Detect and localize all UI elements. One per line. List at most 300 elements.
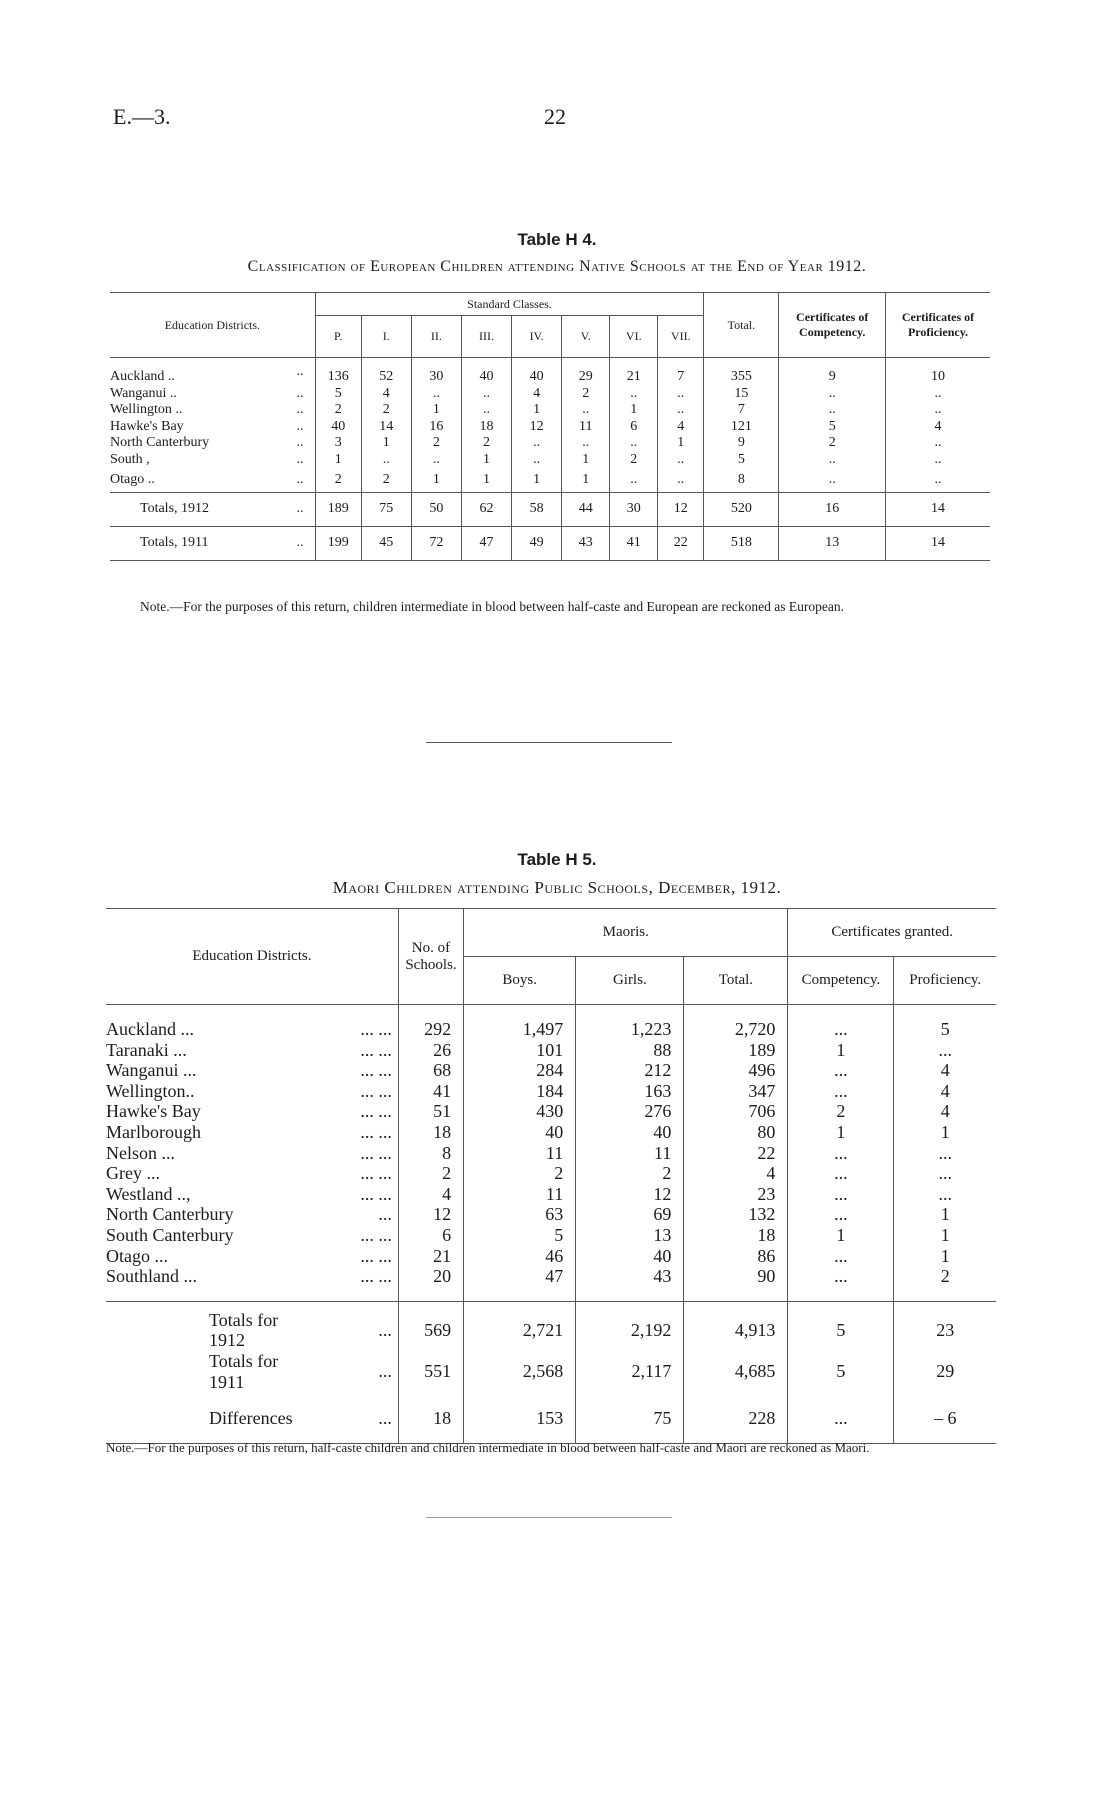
table-cell: 199	[315, 526, 361, 560]
table-cell: ..	[562, 435, 610, 452]
table-h5	[106, 908, 996, 1444]
table-cell: ..	[610, 468, 658, 492]
table-cell: 1	[512, 468, 562, 492]
district-name: Auckland ..	[110, 368, 175, 384]
table-cell: 16	[779, 492, 886, 526]
table-cell: 1	[411, 468, 461, 492]
table-cell: 47	[461, 526, 511, 560]
table-cell: ...	[788, 1143, 894, 1164]
table-cell: 40	[576, 1122, 684, 1143]
col-certificates-proficiency: Certificates of Proficiency.	[885, 293, 990, 358]
table-cell: 23	[894, 1301, 996, 1351]
table-cell: 1	[512, 402, 562, 419]
totals-row	[106, 1351, 996, 1408]
table-cell: ..	[658, 468, 704, 492]
table-cell: 40	[461, 358, 511, 386]
table-cell: ...	[788, 1060, 894, 1081]
table-cell: 355	[704, 358, 779, 386]
leader-dots: ..	[296, 418, 304, 434]
table-row	[110, 435, 990, 452]
table-cell: ..	[658, 386, 704, 403]
table-h5-body	[106, 1005, 996, 1444]
table-cell: 430	[464, 1101, 576, 1122]
table-cell: 22	[684, 1143, 788, 1164]
table-cell: 29	[562, 358, 610, 386]
table-cell: 12	[658, 492, 704, 526]
table-cell: 1	[461, 452, 511, 469]
table-cell: 292	[398, 1005, 463, 1040]
table-cell: 1	[562, 452, 610, 469]
district-name: Hawke's Bay	[106, 1101, 201, 1122]
table-cell: 5	[788, 1301, 894, 1351]
table-cell: 2	[576, 1163, 684, 1184]
totals-label: Totals, 1912	[140, 500, 210, 516]
table-cell: ..	[658, 452, 704, 469]
leader-dots: ..	[296, 534, 304, 550]
table-cell: ...	[788, 1163, 894, 1184]
col-girls: Girls.	[576, 957, 684, 1005]
col-maoris: Maoris.	[464, 909, 788, 957]
table-cell: 10	[885, 358, 990, 386]
table-cell: ..	[885, 386, 990, 403]
table-cell: ...	[788, 1266, 894, 1301]
table-h5-subtitle: Maori Children attending Public Schools, December, 1912.	[332, 878, 782, 897]
table-cell: ..	[411, 386, 461, 403]
table-cell: 520	[704, 492, 779, 526]
leader-dots: ... ...	[360, 1121, 392, 1142]
table-cell: 1	[894, 1204, 996, 1225]
district-name: South Canterbury	[106, 1224, 234, 1245]
table-cell: 8	[704, 468, 779, 492]
table-cell: 43	[576, 1266, 684, 1301]
table-cell: 88	[576, 1040, 684, 1061]
table-cell: 212	[576, 1060, 684, 1081]
table-cell: 1	[788, 1225, 894, 1246]
table-cell: 4	[512, 386, 562, 403]
table-cell: 18	[461, 419, 511, 436]
district-name: Westland ..,	[106, 1183, 191, 1204]
leader-dots: ..	[296, 500, 304, 516]
leader-dots: ..	[296, 402, 304, 417]
table-cell: 30	[411, 358, 461, 386]
table-cell: 2	[610, 452, 658, 469]
table-cell: 2,720	[684, 1005, 788, 1040]
table-cell: ..	[885, 402, 990, 419]
col-boys: Boys.	[464, 957, 576, 1005]
table-cell: 2	[361, 468, 411, 492]
table-h5-note: Note.—For the purposes of this return, half-caste children and children intermediate in blood between half-caste and Maori are reckoned as Maori.	[106, 1440, 870, 1455]
table-cell: 347	[684, 1081, 788, 1102]
col-class-vi: VI.	[610, 316, 658, 358]
table-cell: ..	[461, 386, 511, 403]
table-cell: 4	[398, 1184, 463, 1205]
table-cell: 8	[398, 1143, 463, 1164]
table-cell: ...	[788, 1204, 894, 1225]
col-class-vii: VII.	[658, 316, 704, 358]
leader-dots: ... ...	[360, 1163, 392, 1184]
table-cell: 4	[684, 1163, 788, 1184]
table-cell: ..	[562, 402, 610, 419]
table-cell: 13	[576, 1225, 684, 1246]
leader-dots: ...	[378, 1361, 392, 1382]
table-cell: 2	[411, 435, 461, 452]
document-code: E.—3.	[113, 104, 171, 129]
table-cell: 496	[684, 1060, 788, 1081]
table-cell: ..	[779, 468, 886, 492]
differences-row	[106, 1408, 996, 1443]
table-row	[106, 1040, 996, 1061]
table-cell: ..	[512, 452, 562, 469]
leader-dots: ..	[296, 363, 304, 379]
table-cell: 5	[704, 452, 779, 469]
leader-dots: ... ...	[360, 1080, 392, 1101]
leader-dots: ..	[296, 471, 304, 487]
district-name: Wellington..	[106, 1080, 195, 1101]
col-class-i: I.	[361, 316, 411, 358]
table-cell: 2	[562, 386, 610, 403]
col-education-districts: Education Districts.	[110, 293, 315, 358]
table-cell: ...	[894, 1184, 996, 1205]
table-cell: ...	[894, 1040, 996, 1061]
table-cell: 26	[398, 1040, 463, 1061]
table-cell: 6	[398, 1225, 463, 1246]
leader-dots: ... ...	[360, 1019, 392, 1039]
leader-dots: ... ...	[360, 1142, 392, 1163]
table-cell: 4	[361, 386, 411, 403]
leader-dots: ... ...	[360, 1183, 392, 1204]
table-row	[106, 1225, 996, 1246]
table-cell: 1	[894, 1122, 996, 1143]
leader-dots: ..	[296, 435, 304, 450]
table-cell: 2	[398, 1163, 463, 1184]
totals-label: Totals for 1912	[209, 1309, 279, 1351]
table-cell: 4	[894, 1081, 996, 1102]
table-cell: 1	[562, 468, 610, 492]
district-name: Taranaki ...	[106, 1039, 187, 1060]
table-cell: 153	[464, 1408, 576, 1443]
table-cell: 2,721	[464, 1301, 576, 1351]
table-cell: 1	[894, 1225, 996, 1246]
table-cell: 41	[398, 1081, 463, 1102]
table-cell: 21	[610, 358, 658, 386]
table-cell: 14	[885, 492, 990, 526]
table-cell: 276	[576, 1101, 684, 1122]
col-total: Total.	[704, 293, 779, 358]
district-name: Wanganui ...	[106, 1060, 197, 1081]
table-cell: 4	[658, 419, 704, 436]
table-row	[110, 402, 990, 419]
section-divider	[426, 742, 672, 743]
table-cell: 50	[411, 492, 461, 526]
col-certificates-competency: Certificates of Competency.	[779, 293, 886, 358]
table-cell: 11	[562, 419, 610, 436]
table-cell: ...	[788, 1081, 894, 1102]
table-cell: 30	[610, 492, 658, 526]
table-h4	[110, 292, 990, 561]
table-cell: 75	[576, 1408, 684, 1443]
table-cell: 2	[894, 1266, 996, 1301]
leader-dots: ... ...	[360, 1039, 392, 1060]
district-name: Auckland ...	[106, 1019, 194, 1039]
table-cell: ..	[779, 402, 886, 419]
table-cell: ..	[885, 452, 990, 469]
table-cell: 569	[398, 1301, 463, 1351]
col-competency: Competency.	[788, 957, 894, 1005]
totals-row	[106, 1301, 996, 1351]
leader-dots: ...	[378, 1320, 392, 1341]
table-cell: 40	[512, 358, 562, 386]
table-cell: ...	[894, 1143, 996, 1164]
table-cell: 12	[512, 419, 562, 436]
section-divider	[426, 1517, 672, 1518]
col-class-ii: II.	[411, 316, 461, 358]
table-cell: 16	[411, 419, 461, 436]
table-row	[110, 358, 990, 386]
table-cell: 189	[684, 1040, 788, 1061]
table-cell: 1	[461, 468, 511, 492]
leader-dots: ..	[296, 451, 304, 467]
district-name: North Canterbury	[106, 1204, 234, 1225]
table-row	[110, 468, 990, 492]
table-cell: 40	[464, 1122, 576, 1143]
table-cell: 86	[684, 1246, 788, 1267]
table-cell: 18	[684, 1225, 788, 1246]
table-cell: 46	[464, 1246, 576, 1267]
table-cell: 45	[361, 526, 411, 560]
table-cell: 1,223	[576, 1005, 684, 1040]
table-cell: 706	[684, 1101, 788, 1122]
table-row	[110, 419, 990, 436]
table-cell: ..	[610, 386, 658, 403]
table-row	[106, 1246, 996, 1267]
totals-label: Differences	[209, 1408, 293, 1429]
table-cell: 1	[610, 402, 658, 419]
table-row	[110, 452, 990, 469]
table-h4-title: Table H 4.	[517, 230, 597, 249]
table-cell: 12	[576, 1184, 684, 1205]
totals-label: Totals, 1911	[140, 534, 209, 550]
table-cell: 29	[894, 1351, 996, 1408]
table-cell: 51	[398, 1101, 463, 1122]
table-cell: 518	[704, 526, 779, 560]
table-cell: 4	[894, 1101, 996, 1122]
table-cell: 121	[704, 419, 779, 436]
table-cell: 7	[658, 358, 704, 386]
table-cell: 5	[894, 1005, 996, 1040]
leader-dots: ...	[378, 1408, 392, 1429]
table-cell: 41	[610, 526, 658, 560]
table-row	[106, 1184, 996, 1205]
table-cell: ..	[779, 452, 886, 469]
table-cell: ..	[461, 402, 511, 419]
table-cell: 4	[885, 419, 990, 436]
table-cell: ...	[788, 1408, 894, 1443]
table-cell: ..	[885, 435, 990, 452]
leader-dots: ... ...	[360, 1060, 392, 1081]
table-row	[106, 1005, 996, 1040]
table-row	[106, 1101, 996, 1122]
table-row	[106, 1081, 996, 1102]
table-cell: 90	[684, 1266, 788, 1301]
table-cell: 2	[779, 435, 886, 452]
col-total: Total.	[684, 957, 788, 1005]
table-cell: 5	[315, 386, 361, 403]
table-cell: ..	[512, 435, 562, 452]
table-cell: 11	[464, 1143, 576, 1164]
table-cell: ..	[658, 402, 704, 419]
table-row	[110, 386, 990, 403]
district-name: Marlborough	[106, 1121, 201, 1142]
leader-dots: ... ...	[360, 1245, 392, 1266]
table-cell: 184	[464, 1081, 576, 1102]
table-h4-subtitle: Classification of European Children attending Native Schools at the End of Year 1912.	[247, 258, 867, 275]
table-cell: ...	[788, 1246, 894, 1267]
totals-label: Totals for 1911	[209, 1350, 279, 1392]
table-cell: 40	[576, 1246, 684, 1267]
table-cell: 5	[464, 1225, 576, 1246]
district-name: Wellington ..	[110, 402, 183, 417]
table-cell: 284	[464, 1060, 576, 1081]
table-cell: 13	[779, 526, 886, 560]
table-cell: 3	[315, 435, 361, 452]
table-cell: 44	[562, 492, 610, 526]
table-cell: 6	[610, 419, 658, 436]
col-class-iv: IV.	[512, 316, 562, 358]
table-row	[106, 1266, 996, 1301]
col-class-iii: III.	[461, 316, 511, 358]
table-cell: 1	[411, 402, 461, 419]
table-cell: 49	[512, 526, 562, 560]
table-cell: ..	[361, 452, 411, 469]
table-row	[106, 1143, 996, 1164]
table-cell: 2	[361, 402, 411, 419]
col-standard-classes: Standard Classes.	[315, 293, 704, 316]
table-cell: 2,117	[576, 1351, 684, 1408]
totals-row	[110, 492, 990, 526]
table-cell: ..	[779, 386, 886, 403]
table-cell: 72	[411, 526, 461, 560]
table-cell: 4	[894, 1060, 996, 1081]
table-h4-header	[110, 293, 990, 358]
col-education-districts: Education Districts.	[106, 909, 398, 1005]
col-proficiency: Proficiency.	[894, 957, 996, 1005]
leader-dots: ..	[296, 385, 304, 401]
district-name: Grey ...	[106, 1163, 160, 1184]
table-cell: 62	[461, 492, 511, 526]
table-cell: 75	[361, 492, 411, 526]
table-cell: 43	[562, 526, 610, 560]
table-cell: 80	[684, 1122, 788, 1143]
table-cell: 1	[788, 1040, 894, 1061]
col-number-of-schools: No. of Schools.	[398, 909, 463, 1005]
table-cell: ..	[411, 452, 461, 469]
table-cell: 101	[464, 1040, 576, 1061]
table-cell: 1	[788, 1122, 894, 1143]
table-cell: 47	[464, 1266, 576, 1301]
district-name: Southland ...	[106, 1266, 198, 1287]
table-cell: 52	[361, 358, 411, 386]
table-cell: – 6	[894, 1408, 996, 1443]
table-cell: 18	[398, 1122, 463, 1143]
page-number: 22	[544, 104, 566, 129]
table-row	[106, 1163, 996, 1184]
table-cell: ...	[894, 1163, 996, 1184]
district-name: Wanganui ..	[110, 385, 177, 401]
table-cell: 9	[779, 358, 886, 386]
table-cell: 21	[398, 1246, 463, 1267]
table-cell: 1	[894, 1246, 996, 1267]
table-cell: 20	[398, 1266, 463, 1301]
table-cell: 4,685	[684, 1351, 788, 1408]
leader-dots: ... ...	[360, 1266, 392, 1287]
table-cell: 228	[684, 1408, 788, 1443]
district-name: North Canterbury	[110, 435, 210, 450]
table-cell: ..	[610, 435, 658, 452]
table-cell: 551	[398, 1351, 463, 1408]
table-row	[106, 1204, 996, 1225]
table-cell: 14	[885, 526, 990, 560]
table-cell: 1,497	[464, 1005, 576, 1040]
table-cell: 5	[779, 419, 886, 436]
table-cell: 136	[315, 358, 361, 386]
table-cell: 1	[658, 435, 704, 452]
table-cell: 23	[684, 1184, 788, 1205]
district-name: Hawke's Bay	[110, 418, 184, 434]
table-cell: ..	[885, 468, 990, 492]
table-cell: 2	[464, 1163, 576, 1184]
table-cell: 2	[315, 402, 361, 419]
table-cell: 4,913	[684, 1301, 788, 1351]
table-cell: 15	[704, 386, 779, 403]
table-cell: 189	[315, 492, 361, 526]
table-cell: 2	[788, 1101, 894, 1122]
table-cell: 18	[398, 1408, 463, 1443]
table-h5-header	[106, 909, 996, 1005]
table-cell: 2,192	[576, 1301, 684, 1351]
table-cell: 1	[315, 452, 361, 469]
table-cell: ...	[788, 1005, 894, 1040]
table-cell: 2	[315, 468, 361, 492]
table-cell: 14	[361, 419, 411, 436]
table-cell: 11	[576, 1143, 684, 1164]
table-cell: 22	[658, 526, 704, 560]
col-class-p: P.	[315, 316, 361, 358]
table-cell: 5	[788, 1351, 894, 1408]
table-h4-body	[110, 358, 990, 561]
table-row	[106, 1060, 996, 1081]
table-cell: 69	[576, 1204, 684, 1225]
table-h5-title: Table H 5.	[517, 850, 597, 869]
leader-dots: ... ...	[360, 1101, 392, 1122]
table-cell: 1	[361, 435, 411, 452]
table-cell: 40	[315, 419, 361, 436]
table-cell: 2,568	[464, 1351, 576, 1408]
district-name: Nelson ...	[106, 1142, 175, 1163]
table-cell: 7	[704, 402, 779, 419]
table-cell: 11	[464, 1184, 576, 1205]
col-class-v: V.	[562, 316, 610, 358]
leader-dots: ... ...	[360, 1224, 392, 1245]
table-cell: 132	[684, 1204, 788, 1225]
table-cell: 12	[398, 1204, 463, 1225]
leader-dots: ...	[378, 1204, 392, 1225]
table-h4-note: Note.—For the purposes of this return, children intermediate in blood between half-caste and European are reckoned as European.	[140, 599, 844, 614]
table-cell: 63	[464, 1204, 576, 1225]
table-cell: 68	[398, 1060, 463, 1081]
table-cell: ...	[788, 1184, 894, 1205]
table-cell: 9	[704, 435, 779, 452]
district-name: Otago ...	[106, 1245, 168, 1266]
